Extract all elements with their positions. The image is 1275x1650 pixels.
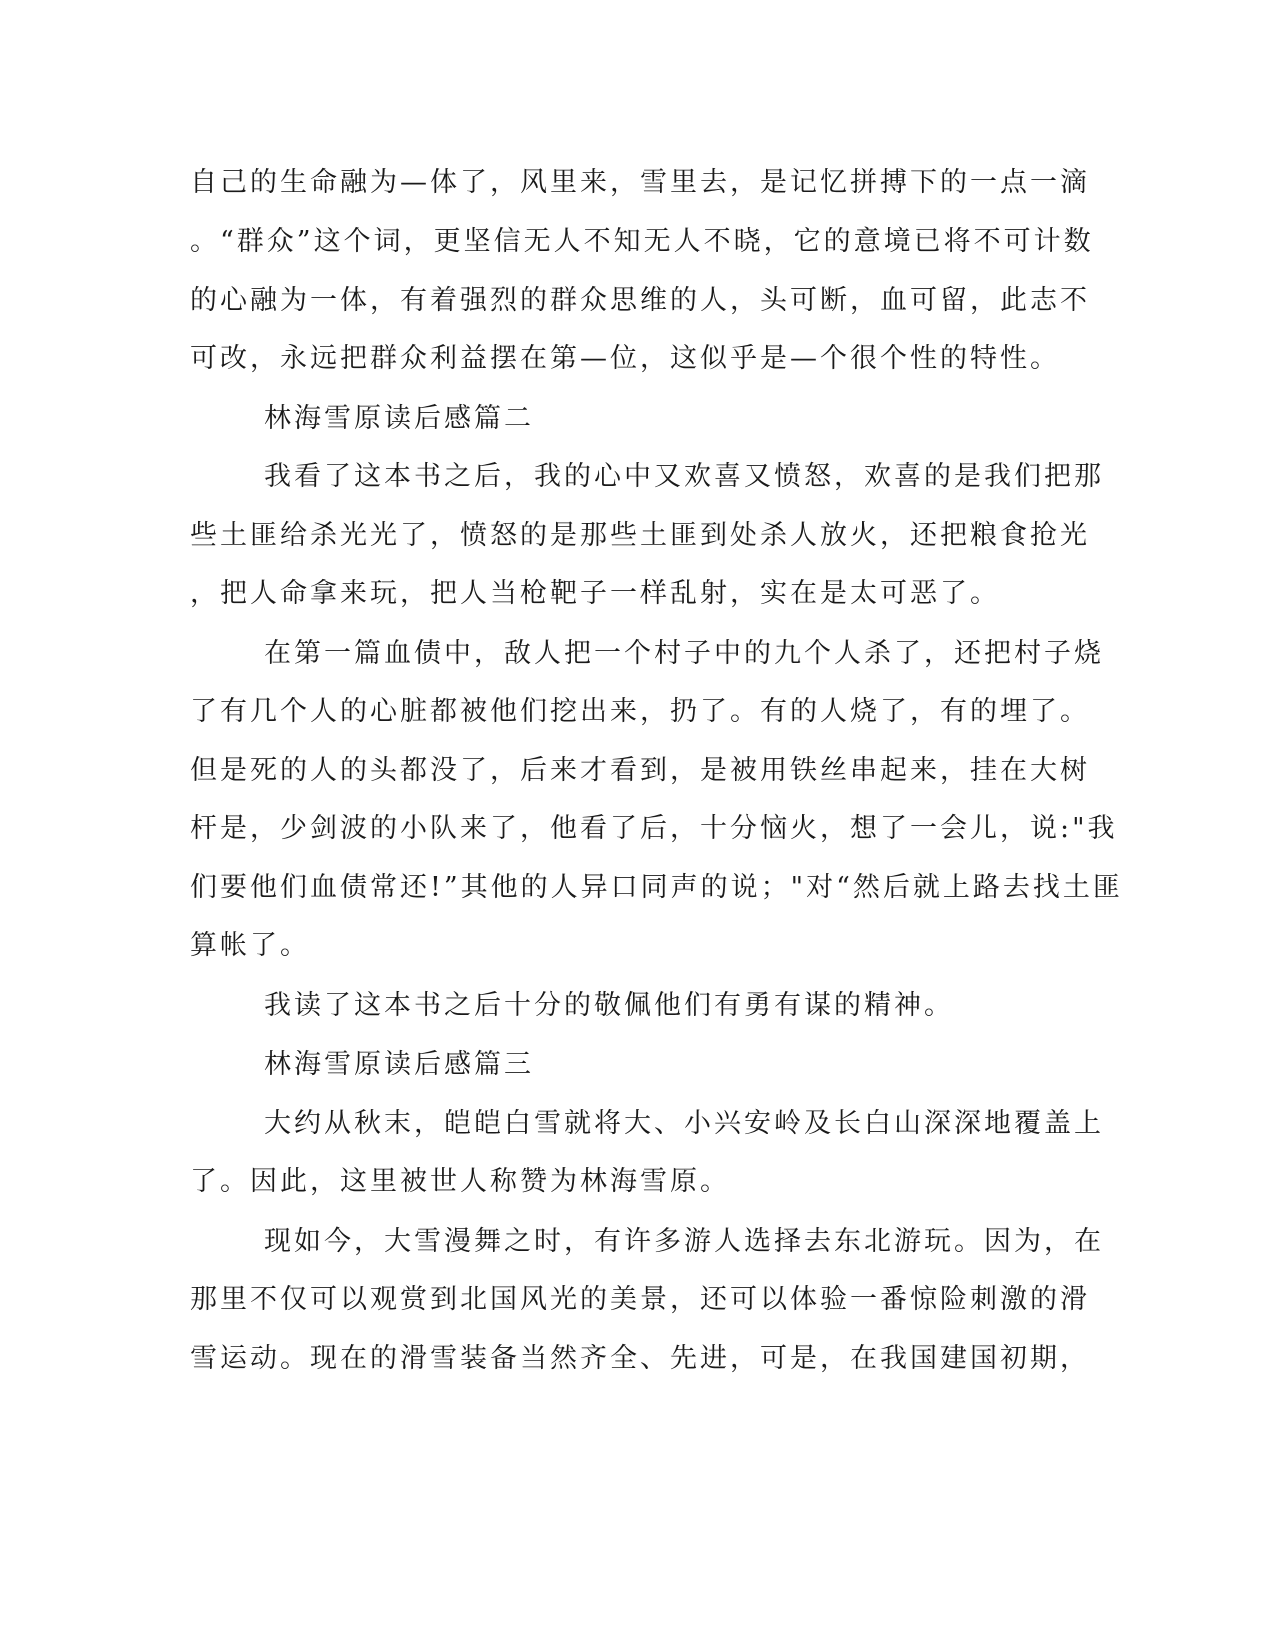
text-line: ，把人命拿来玩，把人当枪靶子一样乱射，实在是太可恶了。 xyxy=(190,578,1000,609)
text-line: 些土匪给杀光光了，愤怒的是那些土匪到处杀人放火，还把粮食抢光 xyxy=(190,520,1090,551)
text-line: 在第一篇血债中，敌人把一个村子中的九个人杀了，还把村子烧 xyxy=(264,638,1104,669)
section-heading: 林海雪原读后感篇二 xyxy=(264,403,534,434)
text-line: 可改，永远把群众利益摆在第—位，这似乎是—个很个性的特性。 xyxy=(190,343,1060,374)
text-line: 大约从秋末，皑皑白雪就将大、小兴安岭及长白山深深地覆盖上 xyxy=(264,1108,1104,1139)
text-line: 但是死的人的头都没了，后来才看到，是被用铁丝串起来，挂在大树 xyxy=(190,755,1090,786)
text-line: 了有几个人的心脏都被他们挖出来，扔了。有的人烧了，有的埋了。 xyxy=(190,696,1090,727)
text-line: 我看了这本书之后，我的心中又欢喜又愤怒，欢喜的是我们把那 xyxy=(264,461,1104,492)
section-heading: 林海雪原读后感篇三 xyxy=(264,1049,534,1080)
text-line: 现如今，大雪漫舞之时，有许多游人选择去东北游玩。因为，在 xyxy=(264,1226,1104,1257)
text-line: 的心融为一体，有着强烈的群众思维的人，头可断，血可留，此志不 xyxy=(190,285,1090,316)
text-line: 。“群众”这个词，更坚信无人不知无人不晓，它的意境已将不可计数 xyxy=(190,226,1094,257)
text-line: 那里不仅可以观赏到北国风光的美景，还可以体验一番惊险刺激的滑 xyxy=(190,1284,1090,1315)
text-line: 自己的生命融为—体了，风里来，雪里去，是记忆拼搏下的一点一滴 xyxy=(190,167,1090,198)
text-line: 我读了这本书之后十分的敬佩他们有勇有谋的精神。 xyxy=(264,990,954,1021)
text-line: 们要他们血债常还!”其他的人异口同声的说；"对“然后就上路去找土匪 xyxy=(190,872,1123,903)
text-line: 杆是，少剑波的小队来了，他看了后，十分恼火，想了一会儿，说:"我 xyxy=(190,813,1118,844)
text-line: 了。因此，这里被世人称赞为林海雪原。 xyxy=(190,1166,730,1197)
text-line: 算帐了。 xyxy=(190,930,310,961)
text-line: 雪运动。现在的滑雪装备当然齐全、先进，可是，在我国建国初期， xyxy=(190,1343,1090,1374)
